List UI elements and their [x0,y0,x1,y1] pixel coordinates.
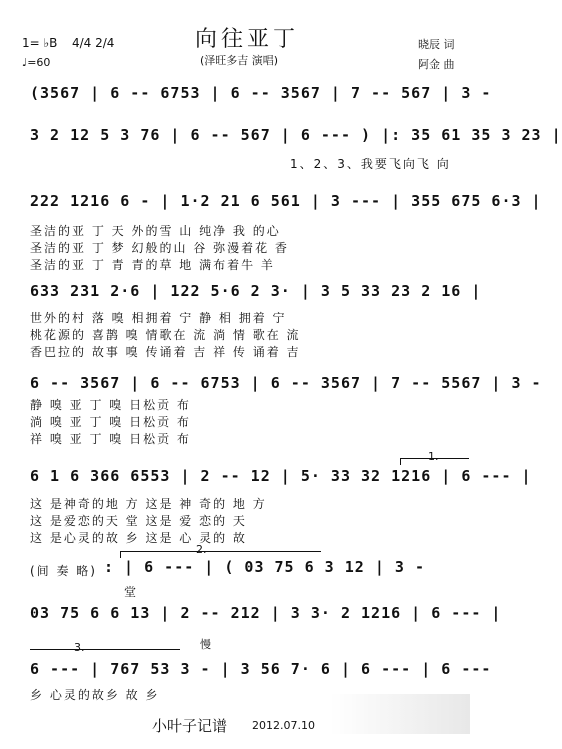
score-row-6: 6 1 6 366 6553 | 2 -- 12 | 5· 33 32 1216 | 6 --- | [30,467,532,485]
song-title: 向往亚丁 [195,27,300,52]
score-row-3: 222 1216 6 - | 1·2 21 6 561 | 3 --- | 355 675 6·3 | [30,192,542,210]
time-signature: 4/4 2/4 [72,36,115,50]
song-subtitle: (泽旺多吉 演唱) [200,54,279,67]
lyric-line: 圣洁的亚 丁 梦 幻般的山 谷 弥漫着花 香 [30,241,289,255]
lyricist-credit: 晓辰 词 [418,38,455,51]
interlude-label: (间 奏 略) [30,564,97,578]
lyric-intro: 1、2、3、我要飞向飞 向 [290,157,451,171]
lyric-line: 桃花源的 喜鹊 嗅 情歌在 流 淌 情 歌在 流 [30,328,301,342]
score-row-9: 6 --- | 767 53 3 - | 3 56 7· 6 | 6 --- | 6 --- [30,660,492,678]
score-row-2: 3 2 12 5 3 76 | 6 -- 567 | 6 --- ) |: 35 61 35 3 23 | [30,126,562,144]
lyric-line: 香巴拉的 故事 嗅 传诵着 吉 祥 传 诵着 吉 [30,345,301,359]
volta-2-bracket [120,551,321,558]
volta-1: 1. [428,450,439,463]
score-row-4: 633 231 2·6 | 122 5·6 2 3· | 3 5 33 23 2 16 | [30,282,482,300]
score-row-5: 6 -- 3567 | 6 -- 6753 | 6 -- 3567 | 7 -- 5567 | 3 - [30,374,542,392]
lyric-line: 这 是爱恋的天 堂 这是 爱 恋的 天 [30,514,247,528]
lyric-line: 堂 [124,585,139,599]
slow-marking: 慢 [200,638,211,651]
lyric-line: 圣洁的亚 丁 天 外的雪 山 纯净 我 的心 [30,224,281,238]
transcriber-signature: 小叶子记谱 [152,717,228,735]
lyric-line: 乡 心灵的故乡 故 乡 [30,688,160,702]
lyric-line: 这 是神奇的地 方 这是 神 奇的 地 方 [30,497,267,511]
key-signature: 1= ♭B [22,36,58,50]
volta-3: 3. [74,641,85,654]
tempo-mark: ♩=60 [22,56,51,69]
faded-watermark [330,694,470,734]
lyric-line: 这 是心灵的故 乡 这是 心 灵的 故 [30,531,247,545]
volta-3-bracket [30,649,180,656]
volta-1-bracket [400,458,469,465]
score-row-8: 03 75 6 6 13 | 2 -- 212 | 3 3· 2 1216 | 6 --- | [30,604,502,622]
lyric-line: 世外的村 落 嗅 相拥着 宁 静 相 拥着 宁 [30,311,287,325]
lyric-line: 静 嗅 亚 丁 嗅 日松贡 布 [30,398,191,412]
volta-2: 2. [196,543,207,556]
score-row-7: : | 6 --- | ( 03 75 6 3 12 | 3 - [104,558,425,576]
transcription-date: 2012.07.10 [252,719,315,732]
composer-credit: 阿金 曲 [418,58,455,71]
lyric-line: 淌 嗅 亚 丁 嗅 日松贡 布 [30,415,191,429]
score-row-1: (3567 | 6 -- 6753 | 6 -- 3567 | 7 -- 567 | 3 - [30,84,492,102]
lyric-line: 祥 嗅 亚 丁 嗅 日松贡 布 [30,432,191,446]
lyric-line: 圣洁的亚 丁 青 青的草 地 满布着牛 羊 [30,258,275,272]
